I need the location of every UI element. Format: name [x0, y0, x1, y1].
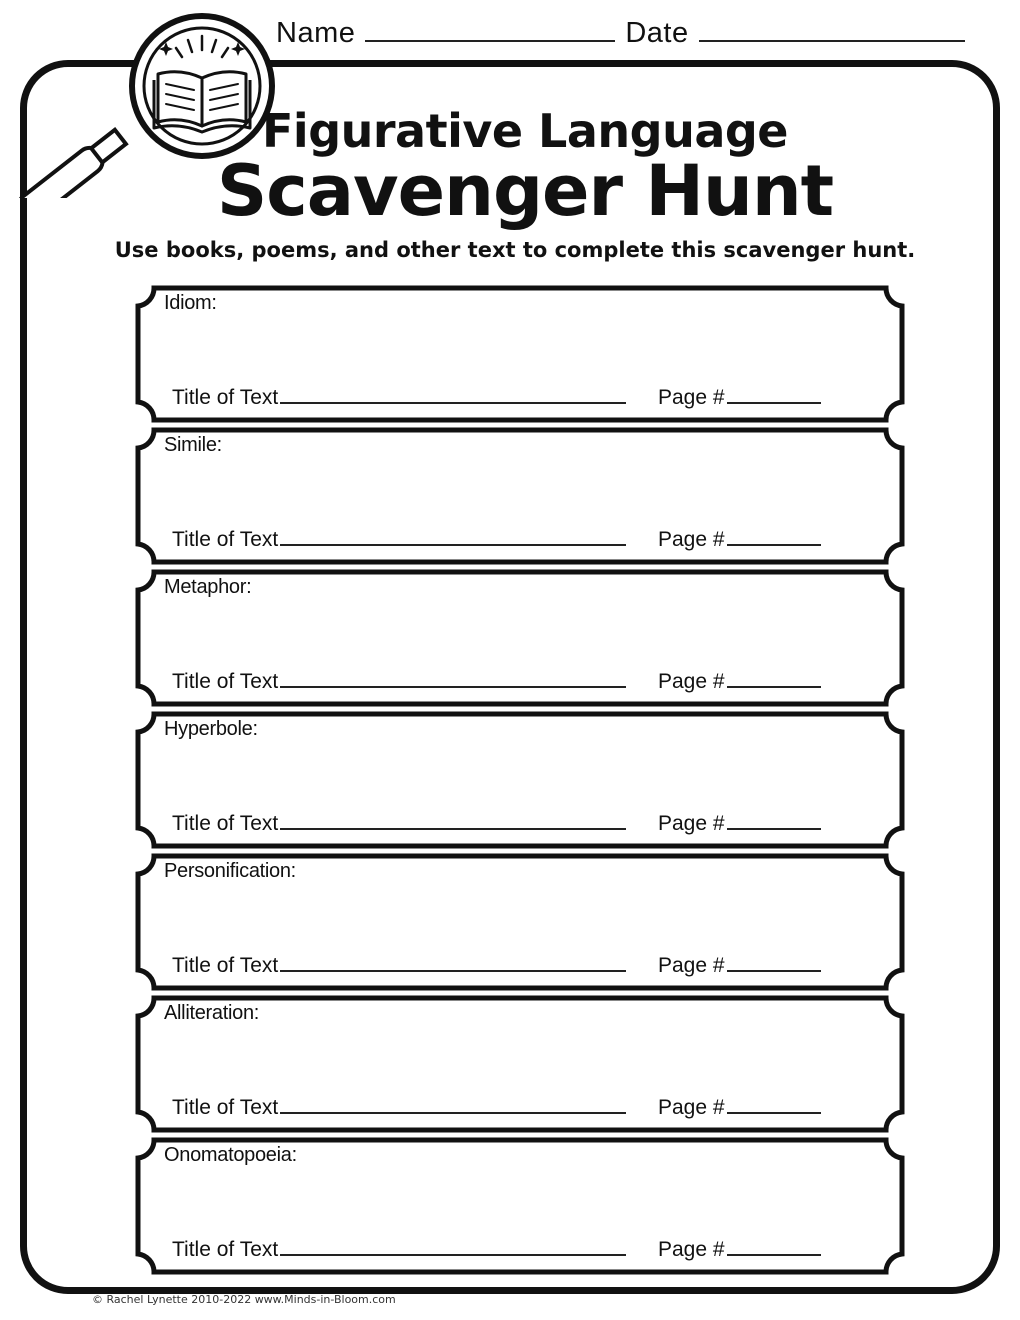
name-label: Name [276, 17, 356, 49]
box-simile [126, 426, 914, 566]
title-of-text-line[interactable] [280, 666, 626, 688]
box-metaphor [126, 568, 914, 708]
title-of-text-label: Title of Text [172, 812, 279, 835]
magnifying-glass-book-icon [0, 8, 290, 198]
box-label: Idiom: [164, 292, 217, 314]
title-of-text-field[interactable] [172, 666, 626, 694]
page-number-line[interactable] [727, 524, 821, 546]
page-number-line[interactable] [727, 808, 821, 830]
title-of-text-line[interactable] [280, 950, 626, 972]
page-number-line[interactable] [727, 1234, 821, 1256]
box-label: Alliteration: [164, 1002, 260, 1024]
box-hyperbole [126, 710, 914, 850]
title-of-text-label: Title of Text [172, 528, 279, 551]
copyright-footer: © Rachel Lynette 2010-2022 www.Minds-in-Bloom.com [92, 1293, 396, 1306]
date-label: Date [625, 17, 689, 49]
title-scavenger-hunt: Scavenger Hunt [216, 150, 834, 232]
date-field[interactable] [699, 14, 965, 42]
box-label: Hyperbole: [164, 718, 258, 740]
instructions: Use books, poems, and other text to complete this scavenger hunt. [114, 238, 916, 262]
title-of-text-field[interactable] [172, 1092, 626, 1120]
title-of-text-field[interactable] [172, 808, 626, 836]
page-number-field[interactable] [658, 524, 821, 552]
box-label: Metaphor: [164, 576, 252, 598]
page-number-field[interactable] [658, 808, 821, 836]
page-number-field[interactable] [658, 1234, 821, 1262]
title-of-text-line[interactable] [280, 1234, 626, 1256]
page-number-label: Page # [658, 1096, 725, 1119]
title-of-text-field[interactable] [172, 382, 626, 410]
page-number-field[interactable] [658, 950, 821, 978]
title-of-text-field[interactable] [172, 950, 626, 978]
page-number-line[interactable] [727, 666, 821, 688]
page-number-label: Page # [658, 812, 725, 835]
box-alliteration [126, 994, 914, 1134]
title-of-text-label: Title of Text [172, 954, 279, 977]
title-figurative-language: Figurative Language [262, 104, 788, 158]
title-of-text-field[interactable] [172, 1234, 626, 1262]
title-of-text-line[interactable] [280, 1092, 626, 1114]
title-of-text-line[interactable] [280, 808, 626, 830]
page-number-label: Page # [658, 386, 725, 409]
title-of-text-field[interactable] [172, 524, 626, 552]
name-field[interactable] [365, 14, 615, 42]
title-of-text-line[interactable] [280, 524, 626, 546]
page-number-line[interactable] [727, 382, 821, 404]
page-number-field[interactable] [658, 666, 821, 694]
page-number-label: Page # [658, 528, 725, 551]
page-number-line[interactable] [727, 950, 821, 972]
page-number-label: Page # [658, 954, 725, 977]
title-of-text-label: Title of Text [172, 1238, 279, 1261]
title-of-text-line[interactable] [280, 382, 626, 404]
page-number-field[interactable] [658, 382, 821, 410]
box-onomatopoeia [126, 1136, 914, 1276]
box-personification [126, 852, 914, 992]
title-of-text-label: Title of Text [172, 670, 279, 693]
box-idiom [126, 284, 914, 424]
title-of-text-label: Title of Text [172, 386, 279, 409]
box-label: Onomatopoeia: [164, 1144, 297, 1166]
page-number-line[interactable] [727, 1092, 821, 1114]
title-of-text-label: Title of Text [172, 1096, 279, 1119]
box-label: Personification: [164, 860, 296, 882]
page-number-label: Page # [658, 1238, 725, 1261]
page-number-field[interactable] [658, 1092, 821, 1120]
box-label: Simile: [164, 434, 222, 456]
page-number-label: Page # [658, 670, 725, 693]
name-date-header [276, 14, 975, 50]
